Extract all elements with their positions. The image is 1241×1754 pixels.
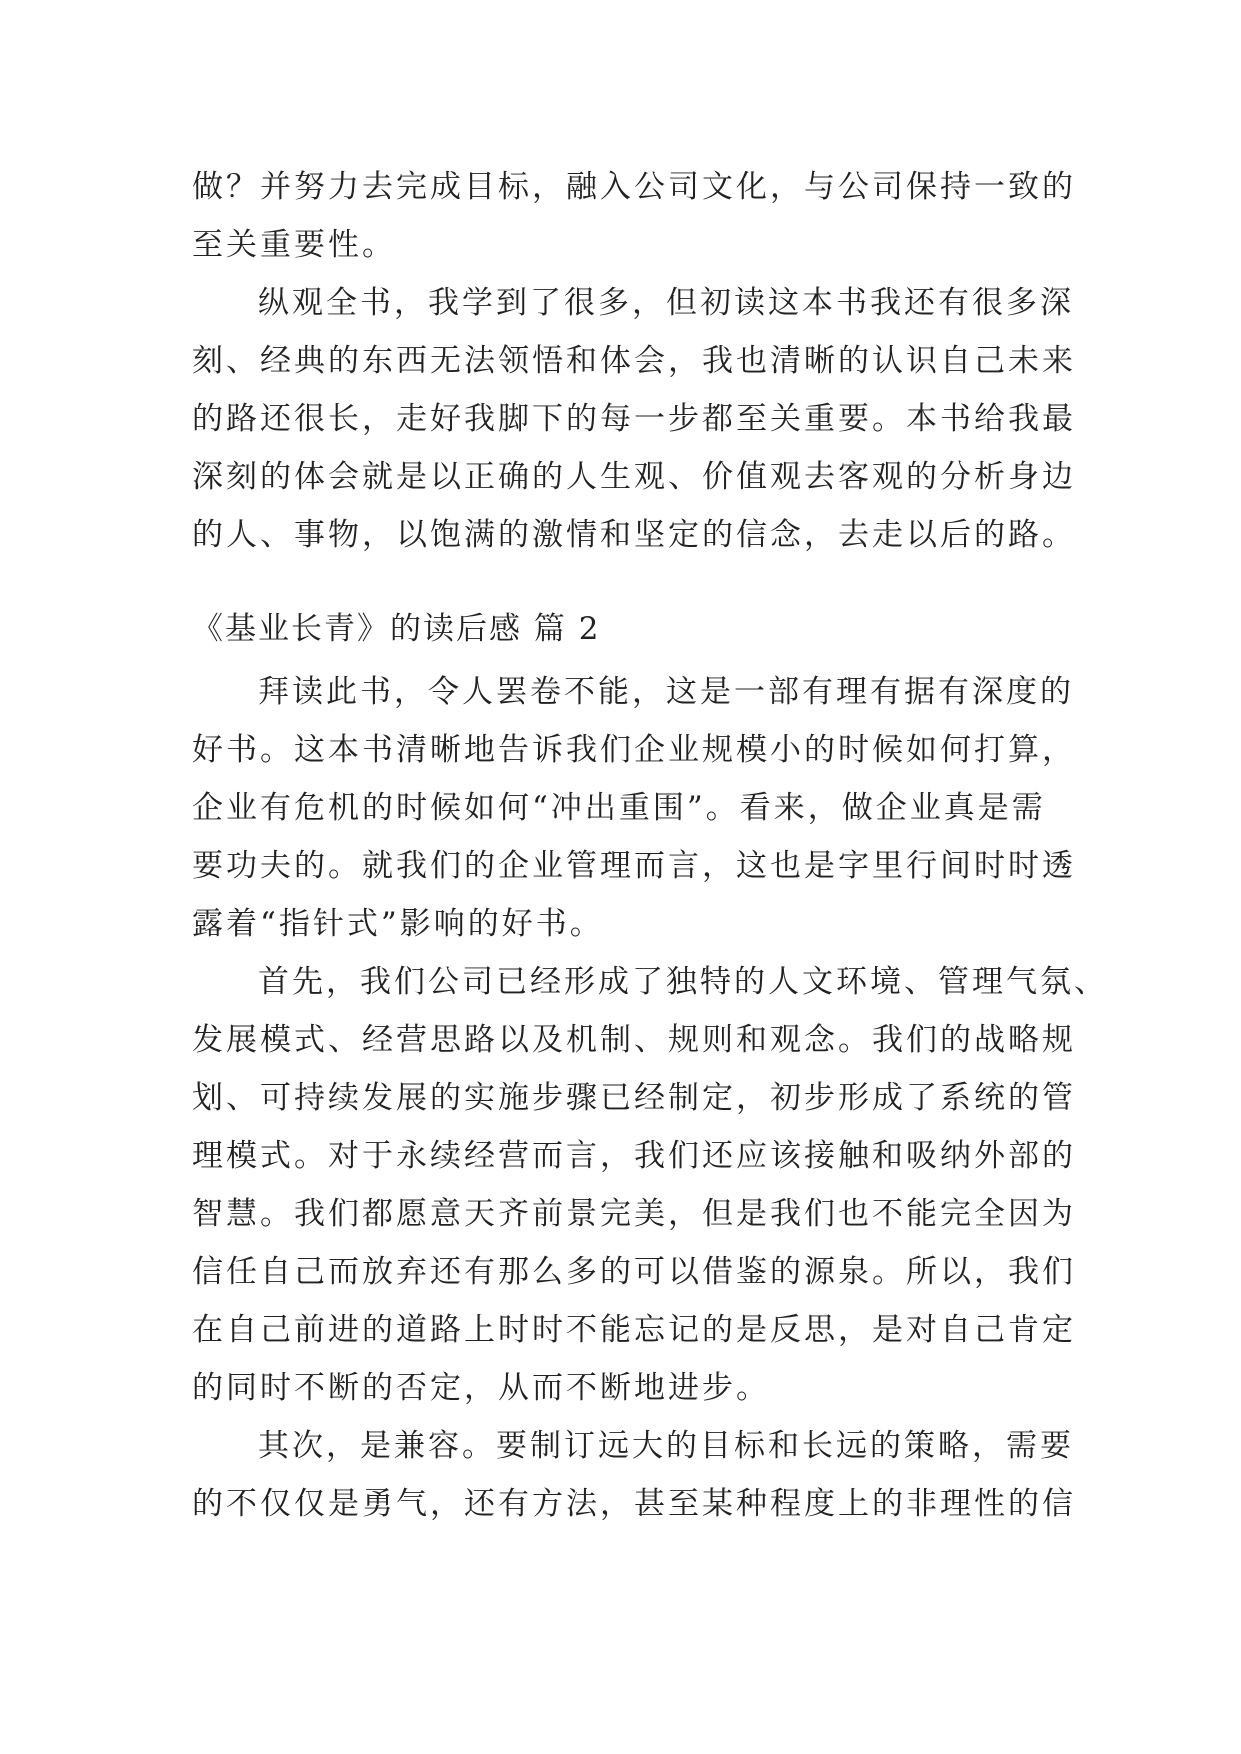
text-line: 信任自己而放弃还有那么多的可以借鉴的源泉。所以，我们 [192, 1254, 1076, 1290]
text-line: 的同时不断的否定，从而不断地进步。 [192, 1370, 770, 1406]
paragraph-2 [192, 953, 1108, 1417]
text-line: 的人、事物，以饱满的激情和坚定的信念，去走以后的路。 [192, 517, 1076, 553]
text-line: 企业有危机的时候如何“冲出重围”。看来，做企业真是需 [192, 790, 1046, 826]
text-line: 首先，我们公司已经形成了独特的人文环境、管理气氛、 [258, 964, 1108, 1000]
paragraph-1 [192, 663, 1076, 953]
text-line: 发展模式、经营思路以及机制、规则和观念。我们的战略规 [192, 1022, 1076, 1058]
text-line: 其次，是兼容。要制订远大的目标和长远的策略，需要 [258, 1428, 1074, 1464]
paragraph-3 [192, 1417, 1076, 1533]
text-line: 拜读此书，令人罢卷不能，这是一部有理有据有深度的 [258, 674, 1074, 710]
paragraph-intro-tail [192, 158, 1076, 274]
text-line: 要功夫的。就我们的企业管理而言，这也是字里行间时时透 [192, 848, 1076, 884]
text-line: 好书。这本书清晰地告诉我们企业规模小的时候如何打算， [192, 732, 1076, 768]
text-line: 在自己前进的道路上时时不能忘记的是反思，是对自己肯定 [192, 1312, 1076, 1348]
text-line: 刻、经典的东西无法领悟和体会，我也清晰的认识自己未来 [192, 343, 1076, 379]
text-line: 做？并努力去完成目标，融入公司文化，与公司保持一致的 [192, 169, 1076, 205]
text-line: 深刻的体会就是以正确的人生观、价值观去客观的分析身边 [192, 459, 1076, 495]
text-line: 纵观全书，我学到了很多，但初读这本书我还有很多深 [258, 285, 1074, 321]
text-line: 理模式。对于永续经营而言，我们还应该接触和吸纳外部的 [192, 1138, 1076, 1174]
text-line: 智慧。我们都愿意天齐前景完美，但是我们也不能完全因为 [192, 1196, 1076, 1232]
section-heading: 《基业长青》的读后感 篇 2 [192, 611, 601, 647]
text-line: 至关重要性。 [192, 227, 396, 263]
text-line: 露着“指针式”影响的好书。 [192, 906, 604, 942]
paragraph-summary [192, 274, 1076, 564]
text-line: 划、可持续发展的实施步骤已经制定，初步形成了系统的管 [192, 1080, 1076, 1116]
text-line: 的不仅仅是勇气，还有方法，甚至某种程度上的非理性的信 [192, 1486, 1076, 1522]
text-line: 的路还很长，走好我脚下的每一步都至关重要。本书给我最 [192, 401, 1076, 437]
